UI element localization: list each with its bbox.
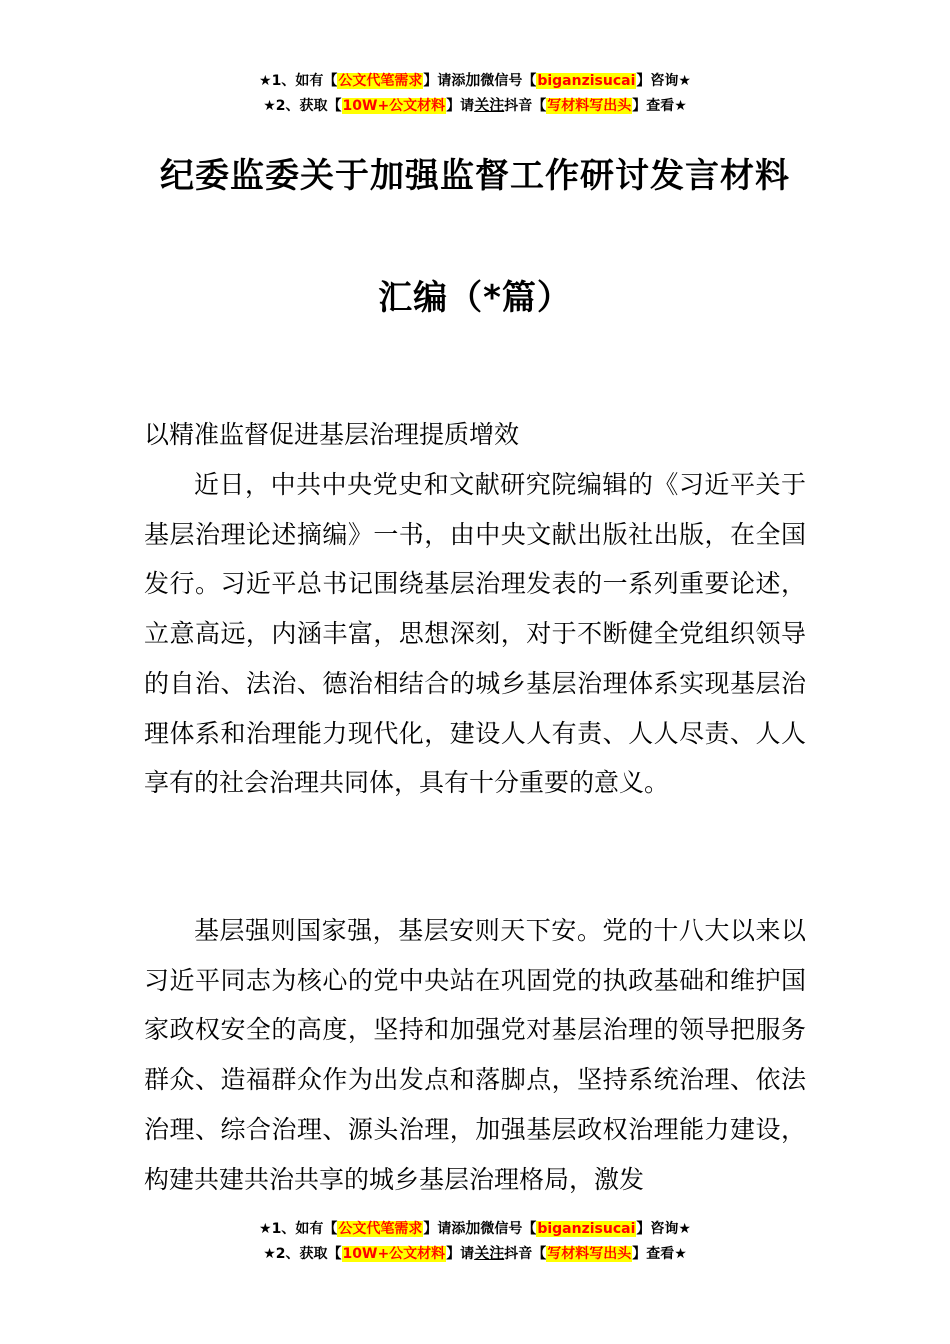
notice-line-1: ★1、如有【公文代笔需求】请添加微信号【biganzisucai】咨询★ xyxy=(259,1219,691,1237)
highlight-douyin-account: 写材料写出头 xyxy=(547,1246,632,1262)
highlight-wechat-id: biganzisucai xyxy=(537,73,636,89)
highlight-service: 公文代笔需求 xyxy=(338,73,423,89)
highlight-douyin-account: 写材料写出头 xyxy=(547,98,632,114)
paragraph-text: 基层强则国家强，基层安则天下安。党的十八大以来以习近平同志为核心的党中央站在巩固党的执政基础和维护国家政权安全的高度，坚持和加强党对基层治理的领导把服务群众、造福群众作为出发点和落脚点，坚持系统治理、依法治理、综合治理、源头治理，加强基层政权治理能力建设，构建共建共治共享的城乡基层治理格局，激发 xyxy=(144,916,806,1194)
document-title-line-1: 纪委监委关于加强监督工作研讨发言材料 xyxy=(160,156,790,196)
document-title-line-2: 汇编（*篇） xyxy=(378,278,572,318)
notice-line-2: ★2、获取【10W+公文材料】请关注抖音【写材料写出头】查看★ xyxy=(263,96,687,114)
highlight-materials: 10W+公文材料 xyxy=(342,98,446,114)
body-paragraph-1 xyxy=(144,460,806,808)
notice-line-2: ★2、获取【10W+公文材料】请关注抖音【写材料写出头】查看★ xyxy=(263,1244,687,1262)
top-promo-notice xyxy=(0,68,950,118)
highlight-materials: 10W+公文材料 xyxy=(342,1246,446,1262)
section-subtitle: 以精准监督促进基层治理提质增效 xyxy=(144,420,520,449)
highlight-service: 公文代笔需求 xyxy=(338,1221,423,1237)
bottom-promo-notice xyxy=(0,1216,950,1266)
highlight-wechat-id: biganzisucai xyxy=(537,1221,636,1237)
paragraph-text: 近日，中共中央党史和文献研究院编辑的《习近平关于基层治理论述摘编》一书，由中央文献出版社出版，在全国发行。习近平总书记围绕基层治理发表的一系列重要论述，立意高远，内涵丰富，思想深刻，对于不断健全党组织领导的自治、法治、德治相结合的城乡基层治理体系实现基层治理体系和治理能力现代化，建设人人有责、人人尽责、人人享有的社会治理共同体，具有十分重要的意义。 xyxy=(144,470,806,798)
notice-line-1: ★1、如有【公文代笔需求】请添加微信号【biganzisucai】咨询★ xyxy=(259,71,691,89)
body-paragraph-2 xyxy=(144,906,806,1204)
